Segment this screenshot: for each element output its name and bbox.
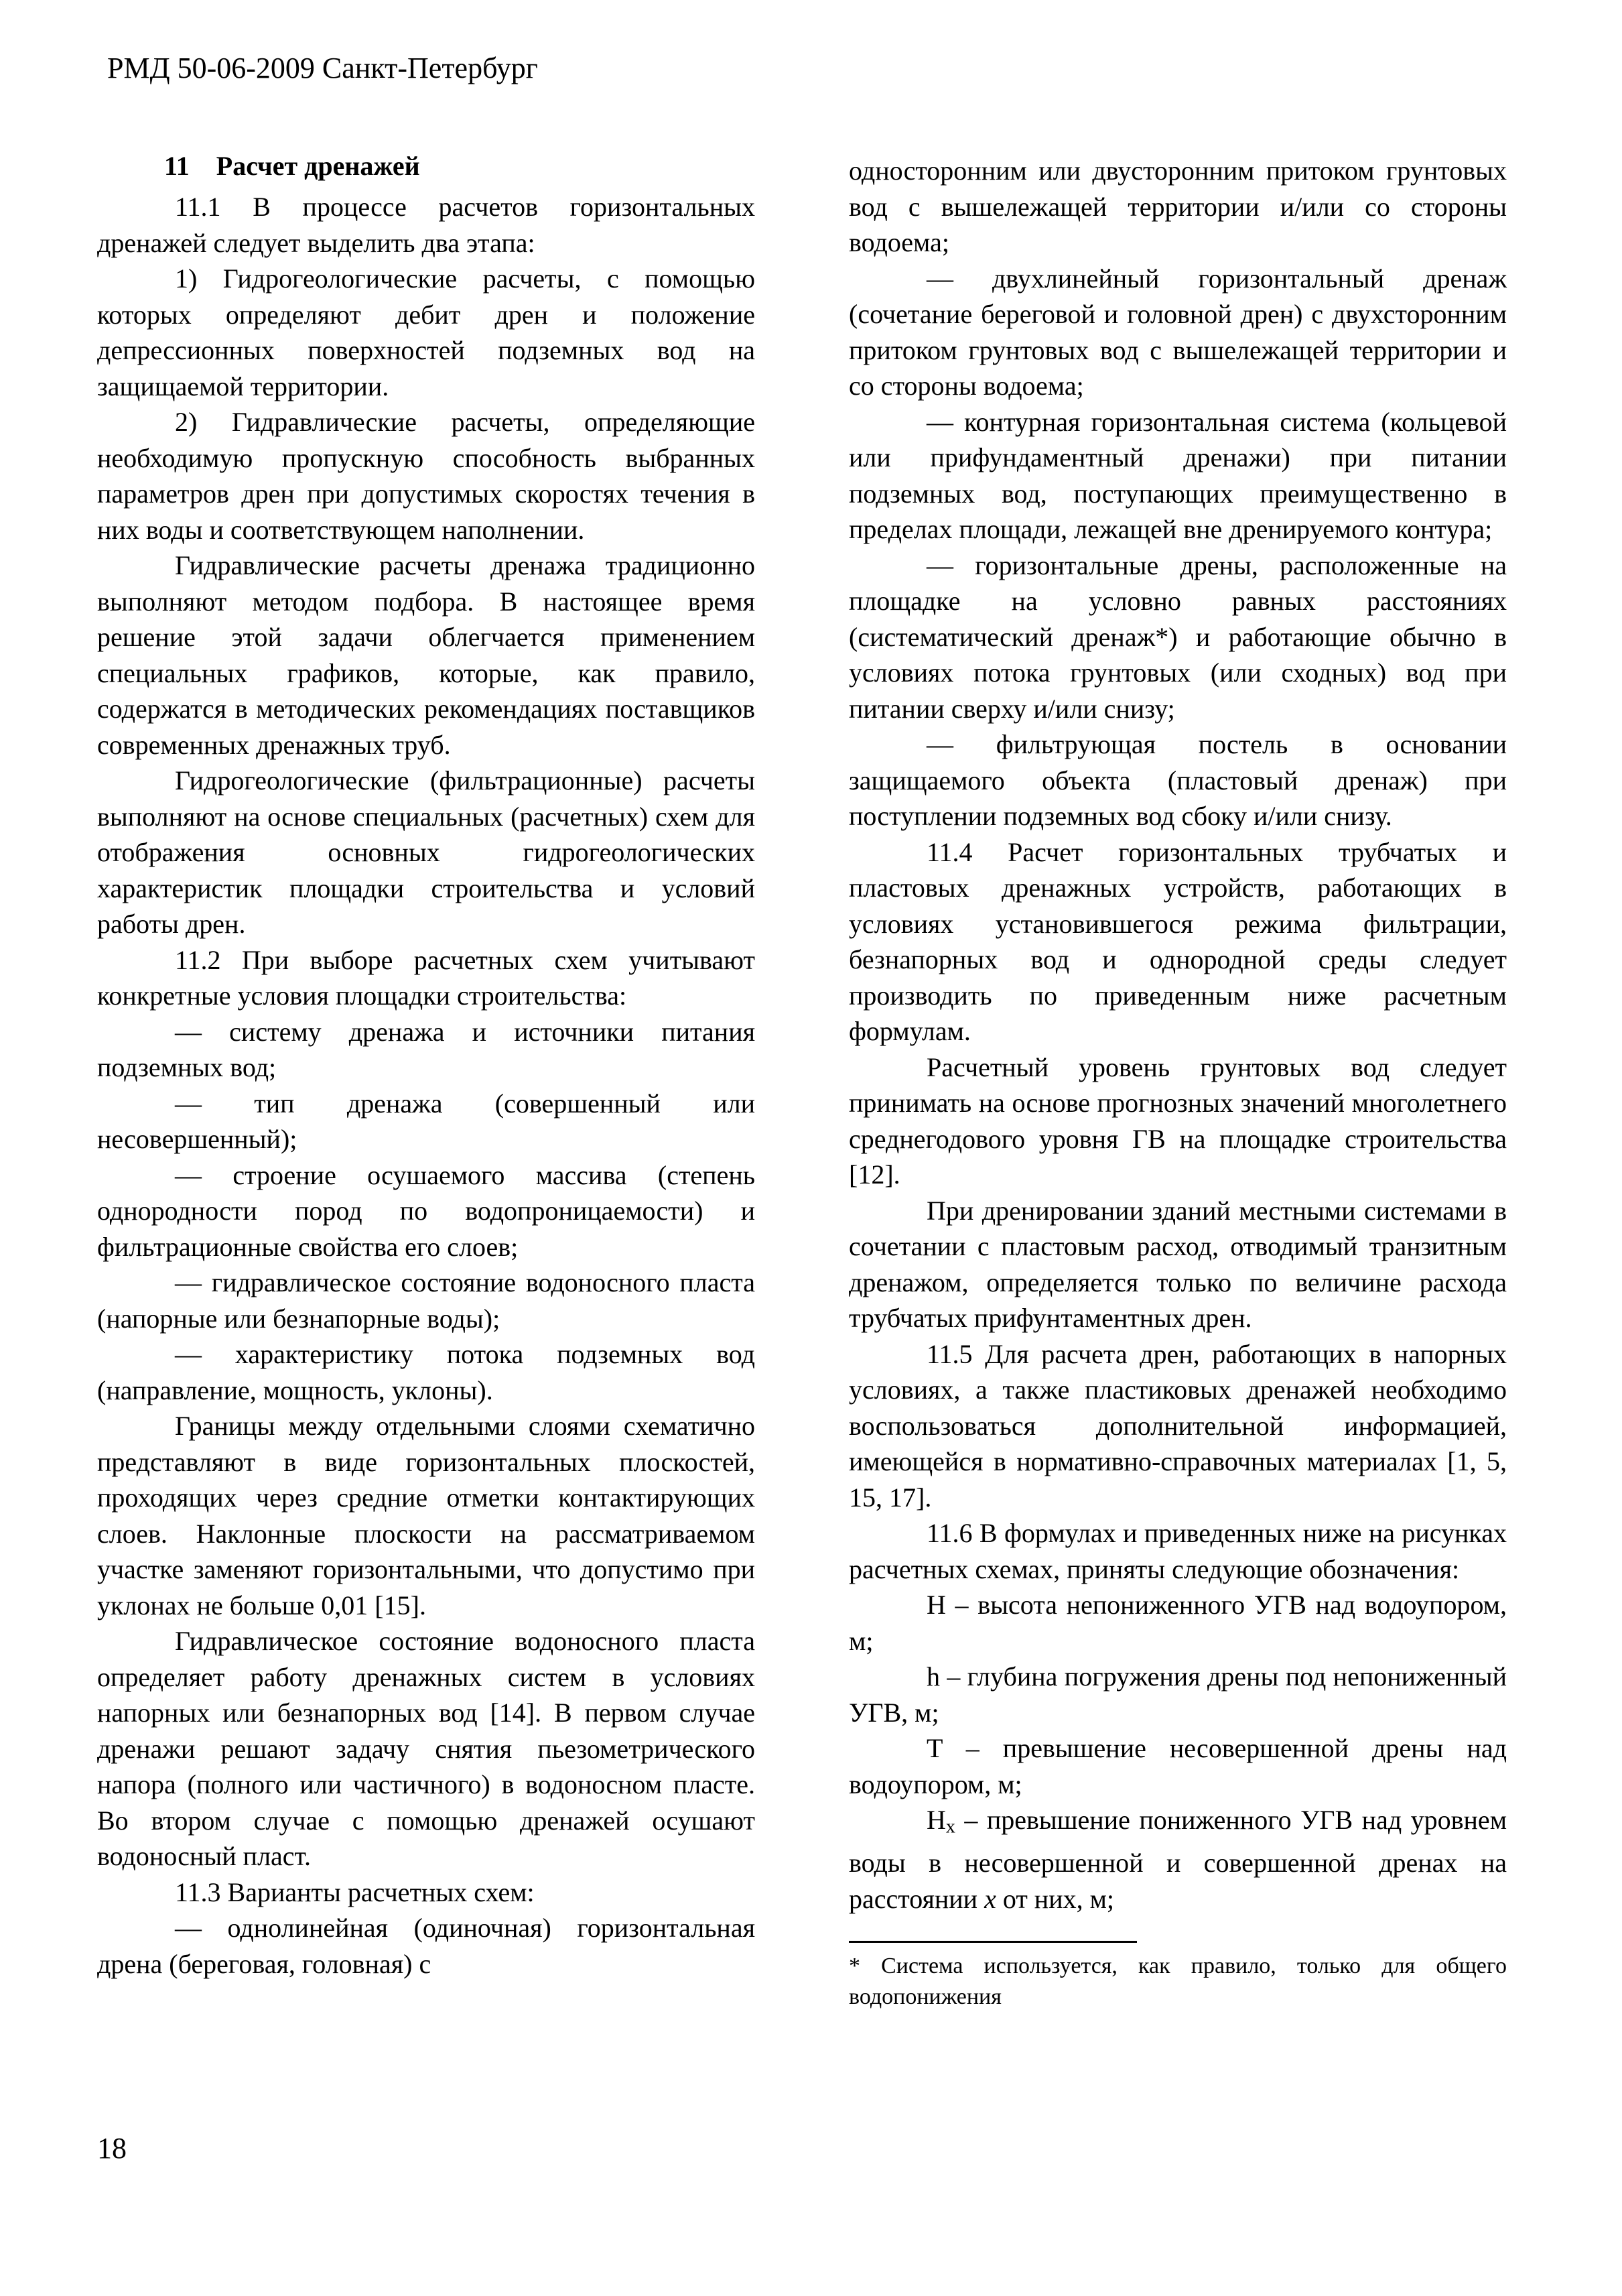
paragraph: Границы между отдельными слоями схематично представляют в виде горизонтальных плоскостей, проходящих через средние отметки контактирующих слоев. Наклонные плоскости на рассматриваемом участке заменяют горизонтальными, что допустимо при уклонах не больше 0,01 [15].: [97, 1411, 755, 1620]
definition: H – высота непониженного УГВ над водоупором, м;: [849, 1590, 1507, 1656]
paragraph: 11.3 Варианты расчетных схем:: [175, 1876, 535, 1907]
definition-text: – превышение пониженного УГВ над уровнем воды в несовершенной и совершенной дренах на расстоянии: [849, 1805, 1507, 1914]
variable: x: [984, 1883, 996, 1914]
footnote: * Система используется, как правило, только для общего водопонижения: [849, 1954, 1507, 2010]
paragraph: 2) Гидравлические расчеты, определяющие необходимую пропускную способность выбранных параметров дрен при допустимых скоростях течения в них воды и соответствующем наполнении.: [97, 407, 755, 545]
list-item: — тип дренажа (совершенный или несовершенный);: [97, 1088, 755, 1154]
paragraph: Гидравлическое состояние водоносного пласта определяет работу дренажных систем в условиях напорных или безнапорных вод [14]. В первом случае дренажи решают задачу снятия пьезометрического напора (полного или частичного) в водоносном пласте. Во втором случае с помощью дренажей осушают водоносный пласт.: [97, 1626, 755, 1871]
definition-hx: [849, 1802, 1507, 1917]
list-item: — характеристику потока подземных вод (направление, мощность, уклоны).: [97, 1339, 755, 1405]
list-item: — строение осушаемого массива (степень однородности пород по водопроницаемости) и фильтрационные свойства его слоев;: [97, 1159, 755, 1262]
paragraph: 11.4 Расчет горизонтальных трубчатых и пластовых дренажных устройств, работающих в условиях установившегося режима фильтрации, безнапорных вод и однородной среды следует производить по приведенным ниже расчетным формулам.: [849, 836, 1507, 1046]
right-column: [849, 153, 1507, 2013]
paragraph: Гидрогеологические (фильтрационные) расчеты выполняют на основе специальных (расчетных) схем для отображения основных гидрогеологических характеристик площадки строительства и условий работы дрен.: [97, 765, 755, 939]
symbol-subscript: x: [945, 1816, 955, 1838]
list-item: — горизонтальные дрены, расположенные на площадке на условно равных расстояниях (систематический дренаж*) и работающие обычно в условиях потока грунтовых (или сходных) вод при питании сверху и/или снизу;: [849, 550, 1507, 724]
left-column: [97, 146, 755, 1982]
paragraph: При дренировании зданий местными системами в сочетании с пластовым расход, отводимый транзитным дренажом, определяется только по величине расхода трубчатых прифунтаментных дрен.: [849, 1195, 1507, 1333]
definition: h – глубина погружения дрены под непониженный УГВ, м;: [849, 1661, 1507, 1728]
list-item: — систему дренажа и источники питания подземных вод;: [97, 1016, 755, 1082]
section-number: 11: [164, 151, 190, 181]
paragraph: 1) Гидрогеологические расчеты, с помощью которых определяют дебит дрен и положение депрессионных поверхностей подземных вод на защищаемой территории.: [97, 263, 755, 401]
section-title: Расчет дренажей: [216, 151, 420, 181]
paragraph: 11.5 Для расчета дрен, работающих в напорных условиях, а также пластиковых дренажей необходимо воспользоваться дополнительной информацией, имеющейся в нормативно-справочных материалах [1, 5, 15, 17].: [849, 1338, 1507, 1513]
footnote-divider: [849, 1941, 1137, 1943]
paragraph: 11.2 При выборе расчетных схем учитывают конкретные условия площадки строительства:: [97, 944, 755, 1011]
list-item: — фильтрующая постель в основании защищаемого объекта (пластовый дренаж) при поступлении подземных вод сбоку и/или снизу.: [849, 729, 1507, 831]
paragraph: 11.1 В процессе расчетов горизонтальных дренажей следует выделить два этапа:: [97, 192, 755, 258]
list-item: — контурная горизонтальная система (кольцевой или прифундаментный дренажи) при питании подземных вод, поступающих преимущественно в пределах площади, лежащей вне дренируемого контура;: [849, 406, 1507, 544]
page-number: 18: [97, 2132, 127, 2165]
symbol: H: [927, 1805, 946, 1835]
running-header: РМД 50-06-2009 Санкт-Петербург: [107, 52, 538, 84]
list-item: — однолинейная (одиночная) горизонтальная дрена (береговая, головная) с: [97, 1913, 755, 1979]
list-item: — гидравлическое состояние водоносного пласта (напорные или безнапорные воды);: [97, 1267, 755, 1334]
list-item: — двухлинейный горизонтальный дренаж (сочетание береговой и головной дрен) с двухсторонним притоком грунтовых вод с вышележащей территории и со стороны водоема;: [849, 263, 1507, 401]
paragraph: односторонним или двусторонним притоком грунтовых вод с вышележащей территории и/или со стороны водоема;: [849, 155, 1507, 257]
section-heading: [164, 146, 755, 186]
definition-text: от них, м;: [996, 1883, 1115, 1914]
paragraph: Гидравлические расчеты дренажа традиционно выполняют методом подбора. В настоящее время решение этой задачи облегчается применением специальных графиков, которые, как правило, содержатся в методических рекомендациях поставщиков современных дренажных труб.: [97, 550, 755, 760]
paragraph: 11.6 В формулах и приведенных ниже на рисунках расчетных схемах, приняты следующие обозначения:: [849, 1518, 1507, 1584]
definition: T – превышение несовершенной дрены над водоупором, м;: [849, 1733, 1507, 1799]
paragraph: Расчетный уровень грунтовых вод следует принимать на основе прогнозных значений многолетнего среднегодового уровня ГВ на площадке строительства [12].: [849, 1051, 1507, 1190]
